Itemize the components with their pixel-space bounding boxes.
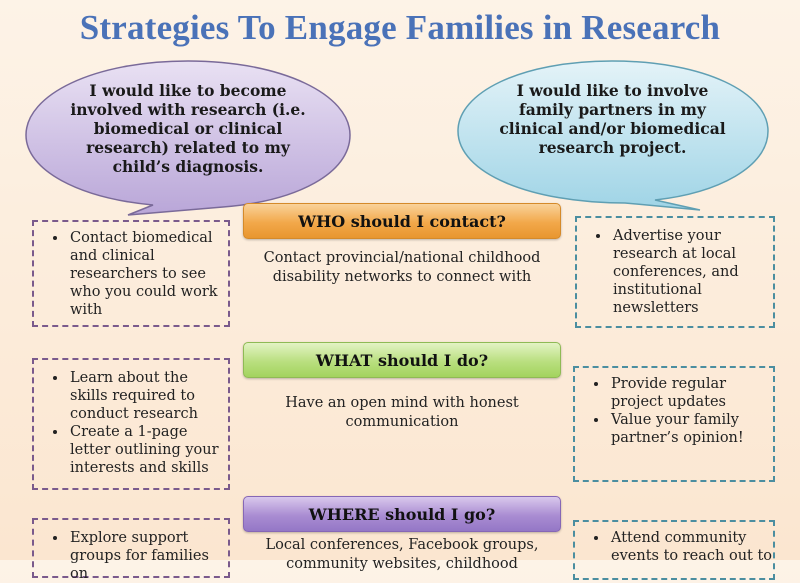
bubble-line: I would like to involve [516, 81, 709, 100]
list-item: • Learn about the skills required to conduct research [68, 369, 228, 423]
where-left-box [32, 518, 230, 582]
bubble-line: clinical and/or biomedical [499, 119, 726, 138]
list-item: • Advertise your research at local conferences, and institutional newsletters [611, 227, 773, 317]
list-item: • Attend community events to reach out to [609, 529, 773, 565]
list-item: • Value your family partner’s opinion! [609, 411, 773, 447]
bubble-line: involved with research (i.e. [70, 100, 306, 119]
center-line: communication [345, 414, 459, 430]
center-line: disability networks to connect with [272, 269, 532, 285]
list-item: • Create a 1-page letter outlining your interests and skills [68, 423, 228, 477]
what-center-text [243, 394, 561, 432]
bubble-line: biomedical or clinical [93, 119, 283, 138]
center-line: Contact provincial/national childhood [263, 250, 541, 266]
what-left-box [32, 358, 230, 490]
list-item: • Explore support groups for families on [68, 529, 228, 583]
who-left-box [32, 220, 230, 327]
where-center-text [243, 536, 561, 574]
bubble-line: I would like to become [89, 81, 287, 100]
who-right-box [575, 216, 775, 328]
what-header: WHAT should I do? [243, 342, 561, 378]
bubble-line: research) related to my [86, 138, 290, 157]
center-line: Local conferences, Facebook groups, [265, 537, 539, 553]
what-right-box [573, 366, 775, 482]
who-center-text [243, 249, 561, 287]
left-speech-bubble [18, 55, 358, 215]
where-header: WHERE should I go? [243, 496, 561, 532]
right-speech-bubble [450, 55, 775, 210]
bubble-line: family partners in my [519, 100, 706, 119]
list-item: • Provide regular project updates [609, 375, 773, 411]
bubble-line: child’s diagnosis. [112, 157, 264, 176]
who-header: WHO should I contact? [243, 203, 561, 239]
center-line: community websites, childhood [286, 556, 518, 572]
list-item: • Contact biomedical and clinical researchers to see who you could work with [68, 229, 228, 319]
page-title: Strategies To Engage Families in Research [79, 8, 721, 47]
where-right-box [573, 520, 775, 580]
bubble-line: research project. [538, 138, 687, 157]
center-line: Have an open mind with honest [285, 395, 519, 411]
